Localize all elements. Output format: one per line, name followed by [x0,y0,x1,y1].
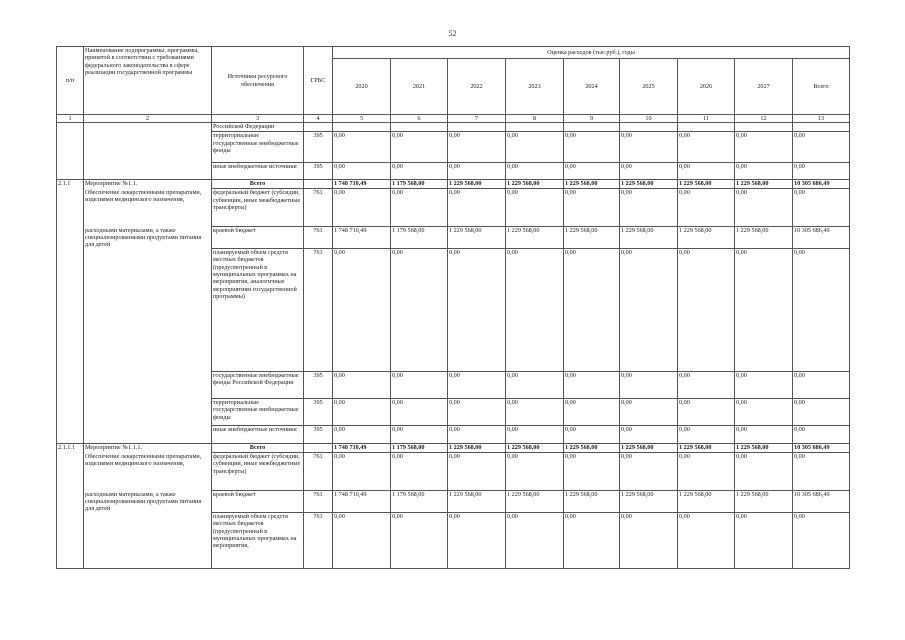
name-cell [84,372,212,399]
value-cell: 0,00 [735,399,793,426]
value-cell: 0,00 [620,426,678,444]
value-cell: 0,00 [564,189,620,227]
value-cell: 0,00 [735,513,793,569]
value-cell: 0,00 [620,189,678,227]
value-cell: 0,00 [448,426,506,444]
value-cell [678,123,735,132]
value-cell: 0,00 [678,132,735,163]
header-year: 2020 [333,59,391,115]
value-cell: 0,00 [735,189,793,227]
value-cell: 10 305 686,49 [793,444,850,453]
value-cell: 0,00 [448,399,506,426]
value-cell: 1 229 568,00 [564,491,620,513]
column-number: 10 [620,115,678,123]
value-cell: 0,00 [506,426,564,444]
value-cell: 0,00 [333,513,391,569]
value-cell: 0,00 [620,132,678,163]
value-cell: 0,00 [793,189,850,227]
source-cell: федеральный бюджет (субсидии, субвенции, иные межбюджетные трансферты) [212,189,304,227]
name-cell [84,513,212,569]
value-cell [506,123,564,132]
value-cell: 0,00 [793,399,850,426]
num-cell [57,426,84,444]
grbs-cell: 761 [304,491,333,513]
value-cell: 1 179 568,00 [391,444,448,453]
value-cell: 0,00 [620,453,678,491]
value-cell: 0,00 [391,249,448,372]
value-cell: 1 229 568,00 [620,491,678,513]
value-cell: 0,00 [506,189,564,227]
source-cell: планируемый объем средств местных бюджетов (предусмотренный в муниципальных программах на мероприятия, [212,513,304,569]
header-sources: Источники ресурсного обеспечения [212,47,304,115]
grbs-cell: 761 [304,453,333,491]
grbs-cell: 395 [304,163,333,180]
value-cell: 0,00 [620,513,678,569]
source-cell: планируемый объем средств местных бюджетов (предусмотренный в муниципальных программах на мероприятия, аналогичные мероприятиям государственной программы) [212,249,304,372]
grbs-cell [304,180,333,189]
value-cell: 0,00 [793,249,850,372]
value-cell: 1 229 568,00 [678,444,735,453]
value-cell: 0,00 [506,132,564,163]
value-cell: 1 229 568,00 [506,491,564,513]
value-cell: 0,00 [678,372,735,399]
value-cell: 0,00 [793,163,850,180]
num-cell: 2.1.1 [57,180,84,189]
value-cell: 1 229 568,00 [735,227,793,249]
value-cell: 0,00 [448,163,506,180]
value-cell [735,123,793,132]
source-cell: краевой бюджет [212,227,304,249]
column-number: 13 [793,115,850,123]
value-cell: 0,00 [735,372,793,399]
value-cell: 0,00 [448,249,506,372]
source-cell: Российской Федерации [212,123,304,132]
value-cell: 0,00 [448,513,506,569]
value-cell: 0,00 [506,513,564,569]
value-cell: 0,00 [333,426,391,444]
value-cell: 10 305 686,49 [793,227,850,249]
table-row [57,249,850,372]
source-cell: иные внебюджетные источники [212,163,304,180]
value-cell: 0,00 [735,249,793,372]
value-cell: 0,00 [564,426,620,444]
grbs-cell [304,123,333,132]
value-cell [391,123,448,132]
value-cell: 0,00 [333,372,391,399]
header-num: п/п [57,47,84,115]
value-cell: 1 229 568,00 [735,444,793,453]
name-cell [84,249,212,372]
value-cell: 0,00 [735,132,793,163]
name-cell: Обеспечение лекарственными препаратами, изделиями медицинского назначения, [84,189,212,227]
num-cell [57,132,84,163]
num-cell [57,372,84,399]
value-cell: 0,00 [506,372,564,399]
value-cell: 0,00 [564,163,620,180]
value-cell [793,123,850,132]
value-cell: 1 229 568,00 [678,180,735,189]
table-row [57,227,850,249]
value-cell: 1 748 710,49 [333,444,391,453]
table-row [57,132,850,163]
value-cell: 0,00 [678,189,735,227]
num-cell [57,123,84,132]
header-year: 2024 [564,59,620,115]
value-cell [620,123,678,132]
value-cell: 0,00 [735,453,793,491]
num-cell [57,163,84,180]
value-cell: 1 748 710,49 [333,491,391,513]
grbs-cell: 395 [304,132,333,163]
column-number: 1 [57,115,84,123]
grbs-cell [304,444,333,453]
grbs-cell: 761 [304,249,333,372]
name-cell [84,132,212,163]
column-number: 4 [304,115,333,123]
header-year: 2022 [448,59,506,115]
name-cell [84,123,212,132]
table-row [57,453,850,491]
column-number: 3 [212,115,304,123]
value-cell: 1 179 568,00 [391,227,448,249]
name-cell [84,163,212,180]
grbs-cell: 761 [304,189,333,227]
value-cell: 0,00 [793,372,850,399]
table-row [57,189,850,227]
value-cell: 1 229 568,00 [735,180,793,189]
source-cell: государственные внебюджетные фонды Российской Федерации [212,372,304,399]
value-cell: 1 229 568,00 [735,491,793,513]
value-cell: 1 229 568,00 [506,227,564,249]
value-cell: 0,00 [506,399,564,426]
value-cell: 0,00 [333,453,391,491]
value-cell: 1 229 568,00 [448,444,506,453]
value-cell: 1 229 568,00 [564,227,620,249]
value-cell: 1 229 568,00 [506,444,564,453]
num-cell [57,249,84,372]
table-row [57,399,850,426]
value-cell: 0,00 [793,513,850,569]
value-cell: 0,00 [793,453,850,491]
value-cell: 1 229 568,00 [564,444,620,453]
value-cell: 1 229 568,00 [564,180,620,189]
source-cell: федеральный бюджет (субсидии, субвенции, иные межбюджетные трансферты) [212,453,304,491]
value-cell [448,123,506,132]
column-number: 12 [735,115,793,123]
value-cell: 0,00 [448,189,506,227]
value-cell: 0,00 [564,453,620,491]
header-year: Всего [793,59,850,115]
value-cell [564,123,620,132]
value-cell: 10 305 686,49 [793,180,850,189]
value-cell: 0,00 [564,132,620,163]
value-cell: 1 229 568,00 [620,227,678,249]
value-cell: 0,00 [620,399,678,426]
grbs-cell: 761 [304,513,333,569]
column-number: 9 [564,115,620,123]
value-cell: 0,00 [391,189,448,227]
value-cell: 0,00 [391,163,448,180]
value-cell: 0,00 [564,249,620,372]
value-cell: 0,00 [620,249,678,372]
value-cell: 0,00 [793,426,850,444]
value-cell: 0,00 [448,372,506,399]
value-cell: 0,00 [333,189,391,227]
value-cell: 1 229 568,00 [620,180,678,189]
column-number: 7 [448,115,506,123]
num-cell [57,491,84,513]
name-cell: Обеспечение лекарственными препаратами, изделиями медицинского назначения, [84,453,212,491]
value-cell: 1 179 568,00 [391,180,448,189]
value-cell: 10 305 686,49 [793,491,850,513]
source-cell: краевой бюджет [212,491,304,513]
value-cell: 0,00 [391,513,448,569]
value-cell: 0,00 [333,132,391,163]
grbs-cell: 761 [304,227,333,249]
header-year: 2027 [735,59,793,115]
value-cell: 0,00 [678,399,735,426]
source-cell: территориальные государственные внебюджетные фонды [212,132,304,163]
name-cell: расходными материалами, а также специализированными продуктами питания для детей [84,227,212,249]
column-number: 6 [391,115,448,123]
column-number: 2 [84,115,212,123]
header-year: 2025 [620,59,678,115]
value-cell: 0,00 [333,163,391,180]
value-cell: 0,00 [620,163,678,180]
value-cell [333,123,391,132]
name-cell [84,426,212,444]
value-cell: 0,00 [735,426,793,444]
value-cell: 0,00 [391,399,448,426]
value-cell: 1 229 568,00 [448,227,506,249]
value-cell: 1 748 710,49 [333,180,391,189]
name-cell: расходными материалами, а также специализированными продуктами питания для детей [84,491,212,513]
value-cell: 0,00 [620,372,678,399]
value-cell: 0,00 [391,453,448,491]
name-cell: Мероприятие №1.1.1. [84,444,212,453]
num-cell [57,513,84,569]
source-cell: Всего [212,444,304,453]
table-row [57,372,850,399]
column-number: 5 [333,115,391,123]
source-cell: территориальные государственные внебюджетные фонды [212,399,304,426]
table-row [57,513,850,569]
value-cell: 0,00 [506,163,564,180]
value-cell: 0,00 [391,372,448,399]
value-cell: 1 229 568,00 [620,444,678,453]
value-cell: 0,00 [735,163,793,180]
num-cell: 2.1.1.1 [57,444,84,453]
value-cell: 0,00 [448,453,506,491]
source-cell: Всего [212,180,304,189]
header-name: Наименование подпрограммы, программы, принятой в соответствии с требованиями федерального законодательства в сфере реализации государственной программы [84,47,212,115]
value-cell: 0,00 [678,453,735,491]
value-cell: 0,00 [678,513,735,569]
value-cell: 0,00 [391,132,448,163]
num-cell [57,453,84,491]
value-cell: 0,00 [793,132,850,163]
header-year: 2021 [391,59,448,115]
table-row [57,123,850,132]
column-number: 8 [506,115,564,123]
value-cell: 0,00 [391,426,448,444]
num-cell [57,227,84,249]
value-cell: 1 748 710,49 [333,227,391,249]
value-cell: 0,00 [678,249,735,372]
measure-total-row [57,180,850,189]
value-cell: 0,00 [333,249,391,372]
value-cell: 0,00 [506,453,564,491]
source-cell: иные внебюджетные источники [212,426,304,444]
value-cell: 1 229 568,00 [678,491,735,513]
value-cell: 0,00 [678,426,735,444]
value-cell: 0,00 [564,399,620,426]
value-cell: 0,00 [448,132,506,163]
grbs-cell: 395 [304,372,333,399]
value-cell: 0,00 [564,372,620,399]
value-cell: 0,00 [333,399,391,426]
name-cell [84,399,212,426]
header-year: 2026 [678,59,735,115]
page-number: 52 [448,29,457,38]
value-cell: 0,00 [506,249,564,372]
header-year: 2023 [506,59,564,115]
value-cell: 1 229 568,00 [448,491,506,513]
budget-table [56,46,850,569]
header-grbs: ГРБС [304,47,333,115]
table-row [57,426,850,444]
num-cell [57,399,84,426]
table-row [57,163,850,180]
grbs-cell: 395 [304,399,333,426]
value-cell: 0,00 [678,163,735,180]
num-cell [57,189,84,227]
table-row [57,491,850,513]
value-cell: 1 229 568,00 [448,180,506,189]
value-cell: 1 179 568,00 [391,491,448,513]
name-cell: Мероприятие №1.1. [84,180,212,189]
value-cell: 1 229 568,00 [678,227,735,249]
header-estimate: Оценка расходов (тыс.руб.), годы [333,47,850,59]
value-cell: 0,00 [564,513,620,569]
measure-total-row [57,444,850,453]
column-number: 11 [678,115,735,123]
grbs-cell: 395 [304,426,333,444]
value-cell: 1 229 568,00 [506,180,564,189]
